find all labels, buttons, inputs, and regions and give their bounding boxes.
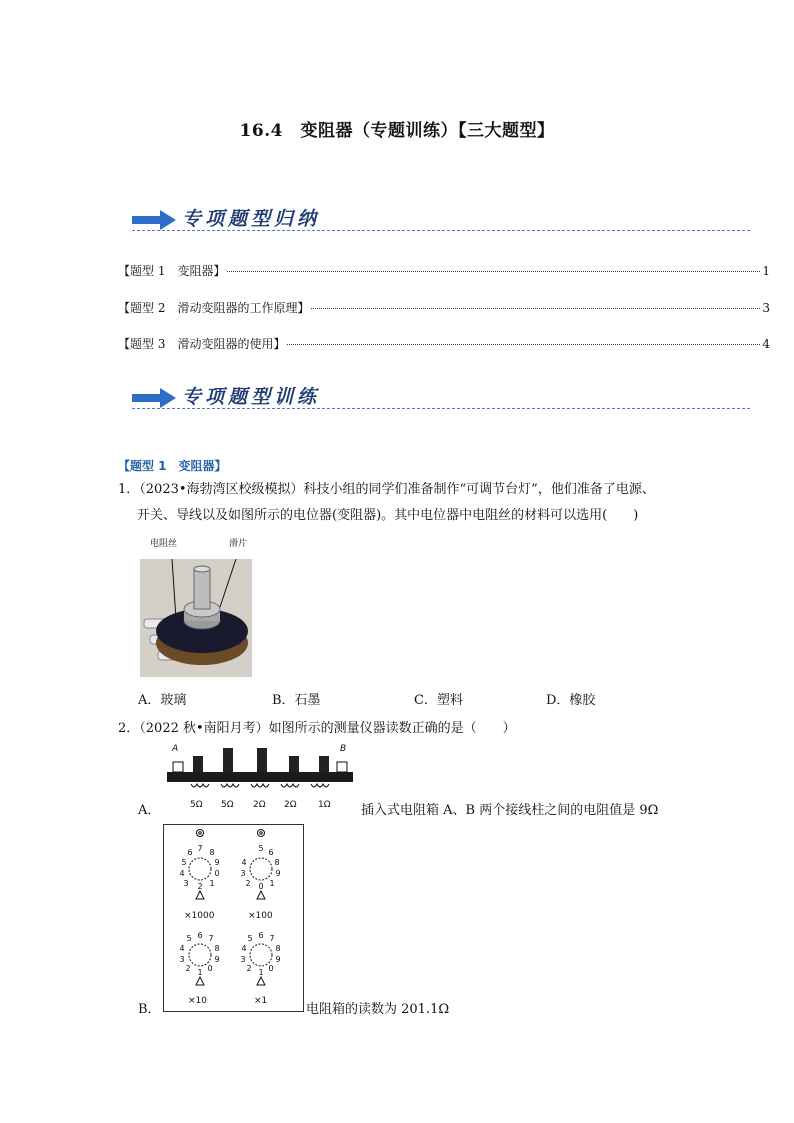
svg-text:4: 4 bbox=[241, 858, 247, 867]
resistor-value: 1Ω bbox=[318, 800, 331, 810]
label-resistance-wire: 电阻丝 bbox=[150, 539, 178, 549]
question-2-stem: 2．（2022 秋•南阳月考）如图所示的测量仪器读数正确的是（ ） bbox=[118, 721, 516, 736]
svg-text:1: 1 bbox=[269, 879, 275, 888]
toc-leader bbox=[287, 344, 760, 345]
toc-leader bbox=[227, 271, 760, 272]
svg-text:6: 6 bbox=[197, 931, 203, 940]
label-slider: 滑片 bbox=[229, 539, 248, 549]
toc-label: 【题型 3 滑动变阻器的使用】 bbox=[118, 337, 286, 351]
choice-b-label[interactable]: B． bbox=[138, 1002, 161, 1017]
svg-text:3: 3 bbox=[179, 955, 185, 964]
resistor-value: 5Ω bbox=[190, 800, 203, 810]
svg-text:4: 4 bbox=[179, 944, 185, 953]
choice-a-text: 插入式电阻箱 A、B 两个接线柱之间的电阻值是 9Ω bbox=[361, 803, 659, 818]
choice-a[interactable]: A．玻璃 bbox=[138, 693, 187, 708]
toc-page: 4 bbox=[762, 337, 770, 351]
banner-divider bbox=[132, 230, 750, 231]
svg-text:7: 7 bbox=[208, 934, 214, 943]
svg-text:0: 0 bbox=[207, 964, 213, 973]
page-title: 16.4 变阻器（专题训练）【三大题型】 bbox=[239, 121, 555, 141]
choice-a-label[interactable]: A． bbox=[138, 803, 161, 818]
svg-text:4: 4 bbox=[241, 944, 247, 953]
svg-text:9: 9 bbox=[275, 869, 281, 878]
section-banner-summary bbox=[132, 202, 750, 242]
arrow-right-icon bbox=[132, 388, 176, 408]
svg-text:6: 6 bbox=[258, 931, 264, 940]
svg-text:1: 1 bbox=[258, 968, 264, 977]
svg-text:8: 8 bbox=[214, 944, 220, 953]
section-banner-training bbox=[132, 380, 750, 420]
svg-text:3: 3 bbox=[240, 869, 246, 878]
svg-text:2: 2 bbox=[245, 879, 251, 888]
svg-text:4: 4 bbox=[179, 869, 185, 878]
svg-text:0: 0 bbox=[214, 869, 220, 878]
resistor-value: 2Ω bbox=[284, 800, 297, 810]
section-heading: 【题型 1 变阻器】 bbox=[118, 459, 227, 473]
svg-text:0: 0 bbox=[268, 964, 274, 973]
svg-text:9: 9 bbox=[214, 858, 220, 867]
svg-text:5: 5 bbox=[247, 934, 253, 943]
choice-b-text: 电阻箱的读数为 201.1Ω bbox=[306, 1002, 450, 1017]
banner-title: 专项题型归纳 bbox=[182, 208, 321, 230]
potentiometer-photo bbox=[140, 559, 252, 677]
choice-d[interactable]: D．橡胶 bbox=[546, 693, 596, 708]
multiplier-label: ×1000 bbox=[184, 911, 215, 921]
resistor-value: 5Ω bbox=[221, 800, 234, 810]
banner-title: 专项题型训练 bbox=[182, 386, 321, 408]
svg-text:9: 9 bbox=[275, 955, 281, 964]
svg-text:3: 3 bbox=[240, 955, 246, 964]
dial-resistance-box bbox=[163, 824, 304, 1012]
svg-text:5: 5 bbox=[181, 858, 187, 867]
question-1-line-2: 开关、导线以及如图所示的电位器(变阻器)。其中电位器中电阻丝的材料可以选用( ) bbox=[137, 508, 639, 523]
toc-page: 1 bbox=[762, 264, 770, 278]
svg-text:7: 7 bbox=[269, 934, 275, 943]
svg-text:1: 1 bbox=[209, 879, 215, 888]
svg-text:8: 8 bbox=[209, 848, 215, 857]
svg-text:5: 5 bbox=[186, 934, 192, 943]
svg-text:1: 1 bbox=[197, 968, 203, 977]
toc-item-2[interactable] bbox=[118, 299, 770, 317]
multiplier-label: ×1 bbox=[254, 996, 268, 1006]
svg-text:8: 8 bbox=[274, 858, 280, 867]
banner-divider bbox=[132, 408, 750, 409]
svg-text:8: 8 bbox=[275, 944, 281, 953]
choice-b[interactable]: B．石墨 bbox=[272, 693, 321, 708]
svg-text:7: 7 bbox=[197, 844, 203, 853]
multiplier-label: ×100 bbox=[248, 911, 273, 921]
svg-text:6: 6 bbox=[268, 848, 274, 857]
svg-text:2: 2 bbox=[197, 882, 203, 891]
multiplier-label: ×10 bbox=[188, 996, 207, 1006]
svg-text:2: 2 bbox=[185, 964, 191, 973]
question-1-line-1: 1．（2023•海勃湾区校级模拟）科技小组的同学们准备制作“可调节台灯”，他们准备了电源、 bbox=[118, 482, 655, 497]
svg-text:3: 3 bbox=[183, 879, 189, 888]
svg-text:5: 5 bbox=[258, 844, 264, 853]
svg-text:0: 0 bbox=[258, 882, 264, 891]
svg-text:9: 9 bbox=[214, 955, 220, 964]
svg-text:6: 6 bbox=[187, 848, 193, 857]
toc-item-1[interactable] bbox=[118, 262, 770, 280]
svg-text:2: 2 bbox=[246, 964, 252, 973]
resistor-value: 2Ω bbox=[253, 800, 266, 810]
toc-page: 3 bbox=[762, 301, 770, 315]
terminal-b-label: B bbox=[340, 744, 347, 754]
terminal-a-label: A bbox=[172, 744, 179, 754]
toc-item-3[interactable] bbox=[118, 335, 770, 353]
toc-label: 【题型 1 变阻器】 bbox=[118, 264, 226, 278]
toc-label: 【题型 2 滑动变阻器的工作原理】 bbox=[118, 301, 310, 315]
toc-leader bbox=[311, 308, 760, 309]
arrow-right-icon bbox=[132, 210, 176, 230]
choice-c[interactable]: C．塑料 bbox=[414, 693, 463, 708]
